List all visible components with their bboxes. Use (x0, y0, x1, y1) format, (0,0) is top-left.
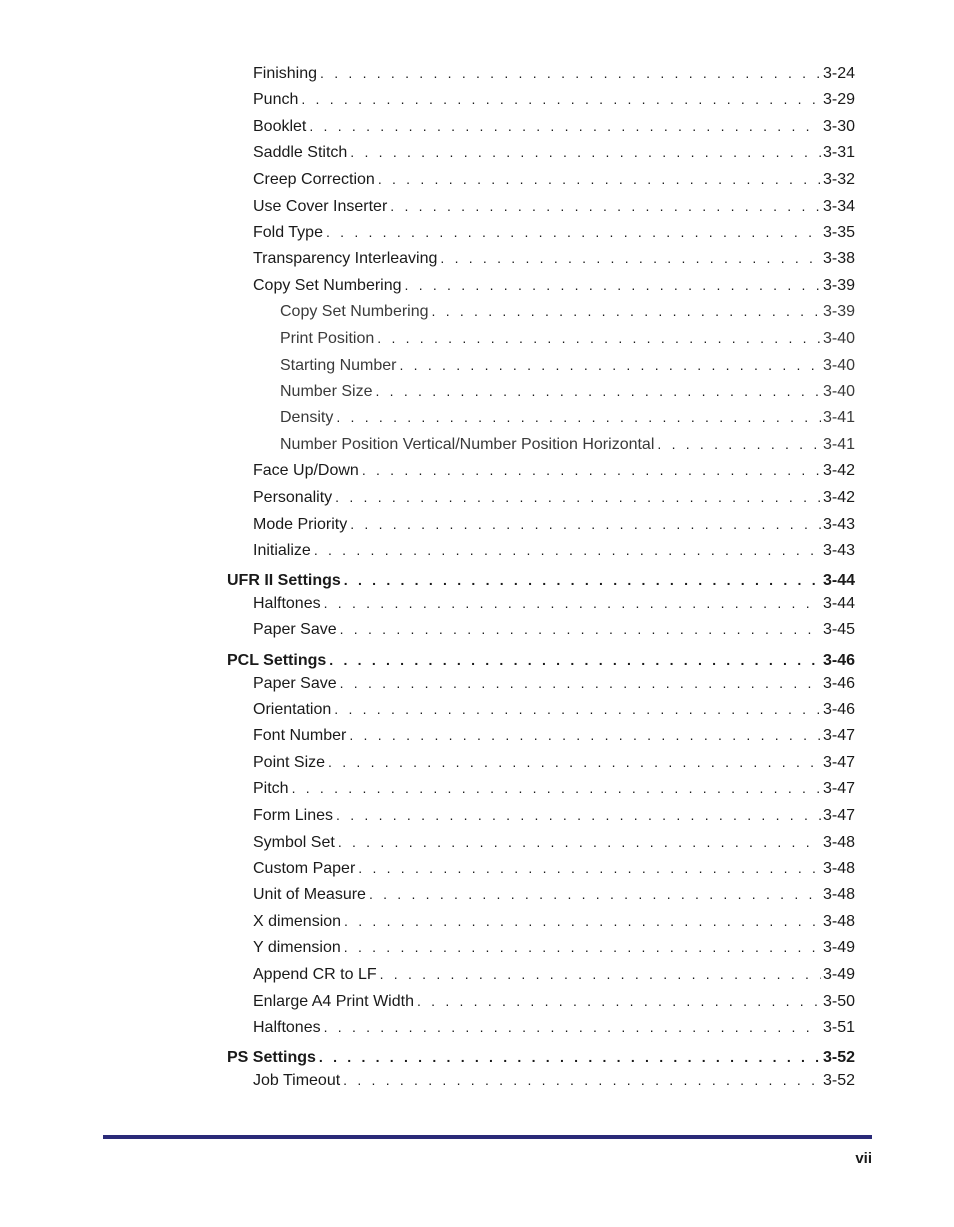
toc-entry-label: Starting Number (280, 355, 400, 376)
toc-entry[interactable] (253, 221, 855, 243)
toc-section-heading[interactable] (227, 1046, 855, 1068)
toc-entry[interactable] (253, 804, 855, 826)
toc-dot-leader (324, 1016, 821, 1038)
toc-dot-leader (350, 141, 821, 163)
toc-entry-page: 3-42 (821, 460, 855, 481)
toc-entry-page: 3-47 (821, 778, 855, 799)
toc-entry-label: Initialize (253, 540, 314, 561)
toc-section-heading[interactable] (227, 649, 855, 671)
toc-entry[interactable] (253, 247, 855, 269)
toc-entry-page: 3-24 (821, 63, 855, 84)
toc-dot-leader (338, 831, 821, 853)
toc-entry-page: 3-31 (821, 142, 855, 163)
toc-entry-page: 3-49 (821, 937, 855, 958)
toc-entry[interactable] (280, 327, 855, 349)
toc-entry[interactable] (253, 672, 855, 694)
toc-entry[interactable] (253, 910, 855, 932)
toc-entry[interactable] (280, 406, 855, 428)
toc-entry-label: Enlarge A4 Print Width (253, 991, 417, 1012)
toc-entry[interactable] (253, 141, 855, 163)
toc-dot-leader (375, 380, 820, 402)
toc-section-heading[interactable] (227, 569, 855, 591)
toc-entry-page: 3-46 (821, 673, 855, 694)
toc-dot-leader (320, 62, 821, 84)
toc-entry-page: 3-52 (821, 1070, 855, 1091)
toc-entry-label: Copy Set Numbering (253, 275, 405, 296)
toc-entry-label: Pitch (253, 778, 292, 799)
toc-dot-leader (358, 857, 821, 879)
toc-entry-page: 3-34 (821, 196, 855, 217)
toc-entry[interactable] (253, 777, 855, 799)
toc-entry-label: Halftones (253, 593, 324, 614)
toc-entry[interactable] (253, 618, 855, 640)
toc-dot-leader (377, 327, 821, 349)
toc-entry[interactable] (253, 1016, 855, 1038)
toc-entry-page: 3-43 (821, 540, 855, 561)
toc-entry[interactable] (253, 274, 855, 296)
toc-entry-page: 3-46 (821, 650, 855, 671)
toc-entry-page: 3-47 (821, 725, 855, 746)
toc-entry-page: 3-49 (821, 964, 855, 985)
toc-entry-label: Symbol Set (253, 832, 338, 853)
toc-entry-page: 3-30 (821, 116, 855, 137)
toc-dot-leader (380, 963, 821, 985)
toc-entry[interactable] (280, 433, 855, 455)
toc-dot-leader (417, 990, 821, 1012)
toc-entry-label: Face Up/Down (253, 460, 362, 481)
toc-entry-label: UFR II Settings (227, 570, 344, 591)
toc-dot-leader (334, 698, 821, 720)
toc-entry-label: Number Position Vertical/Number Position Horizontal (280, 434, 657, 455)
toc-entry-page: 3-48 (821, 858, 855, 879)
toc-entry-label: Job Timeout (253, 1070, 343, 1091)
toc-entry-page: 3-40 (821, 328, 855, 349)
toc-entry-page: 3-48 (821, 884, 855, 905)
toc-entry-label: Density (280, 407, 336, 428)
toc-entry[interactable] (253, 936, 855, 958)
toc-entry-label: Saddle Stitch (253, 142, 350, 163)
toc-dot-leader (362, 459, 821, 481)
toc-dot-leader (324, 592, 821, 614)
toc-dot-leader (340, 672, 821, 694)
toc-dot-leader (326, 221, 821, 243)
toc-entry[interactable] (253, 168, 855, 190)
toc-entry[interactable] (280, 300, 855, 322)
toc-dot-leader (301, 88, 821, 110)
toc-dot-leader (335, 486, 821, 508)
toc-entry[interactable] (253, 831, 855, 853)
toc-entry-label: Unit of Measure (253, 884, 369, 905)
toc-entry-page: 3-43 (821, 514, 855, 535)
toc-dot-leader (292, 777, 821, 799)
toc-entry-label: Punch (253, 89, 301, 110)
toc-entry-label: Y dimension (253, 937, 344, 958)
toc-dot-leader (369, 883, 821, 905)
toc-entry[interactable] (253, 857, 855, 879)
toc-entry-page: 3-40 (821, 355, 855, 376)
toc-dot-leader (344, 910, 821, 932)
toc-entry[interactable] (253, 724, 855, 746)
toc-entry-page: 3-51 (821, 1017, 855, 1038)
toc-entry[interactable] (253, 698, 855, 720)
toc-entry[interactable] (253, 963, 855, 985)
toc-entry[interactable] (253, 539, 855, 561)
toc-entry-label: Personality (253, 487, 335, 508)
toc-dot-leader (350, 513, 821, 535)
toc-entry-label: Print Position (280, 328, 377, 349)
page-number: vii (855, 1150, 872, 1167)
toc-entry-page: 3-47 (821, 752, 855, 773)
toc-entry-page: 3-44 (821, 570, 855, 591)
toc-entry[interactable] (253, 751, 855, 773)
toc-entry-label: Form Lines (253, 805, 336, 826)
toc-dot-leader (309, 115, 821, 137)
toc-dot-leader (390, 195, 821, 217)
toc-entry-label: Use Cover Inserter (253, 196, 390, 217)
toc-entry[interactable] (280, 354, 855, 376)
footer-rule (103, 1135, 872, 1139)
toc-entry[interactable] (253, 62, 855, 84)
toc-dot-leader (405, 274, 821, 296)
toc-entry-page: 3-48 (821, 911, 855, 932)
toc-entry-page: 3-46 (821, 699, 855, 720)
toc-dot-leader (349, 724, 821, 746)
toc-dot-leader (344, 936, 821, 958)
toc-entry-label: Finishing (253, 63, 320, 84)
toc-entry-page: 3-50 (821, 991, 855, 1012)
toc-entry-page: 3-38 (821, 248, 855, 269)
toc-entry-label: Booklet (253, 116, 309, 137)
toc-entry-label: X dimension (253, 911, 344, 932)
toc-entry-page: 3-44 (821, 593, 855, 614)
toc-entry-label: Copy Set Numbering (280, 301, 432, 322)
toc-entry-page: 3-39 (821, 275, 855, 296)
toc-dot-leader (314, 539, 821, 561)
toc-entry-page: 3-39 (821, 301, 855, 322)
toc-entry[interactable] (253, 592, 855, 614)
toc-entry-page: 3-41 (821, 434, 855, 455)
toc-dot-leader (378, 168, 821, 190)
toc-entry-label: Append CR to LF (253, 964, 380, 985)
toc-entry-label: Halftones (253, 1017, 324, 1038)
toc-dot-leader (343, 1069, 821, 1091)
toc-entry-page: 3-35 (821, 222, 855, 243)
toc-entry-page: 3-41 (821, 407, 855, 428)
toc-entry-label: Fold Type (253, 222, 326, 243)
toc-entry-page: 3-52 (821, 1047, 855, 1068)
toc-entry[interactable] (253, 115, 855, 137)
toc-dot-leader (336, 804, 821, 826)
toc-dot-leader (329, 649, 821, 671)
toc-entry-page: 3-42 (821, 487, 855, 508)
toc-entry-label: Mode Priority (253, 514, 350, 535)
toc-entry[interactable] (253, 990, 855, 1012)
toc-dot-leader (400, 354, 821, 376)
toc-entry[interactable] (253, 459, 855, 481)
toc-entry-page: 3-40 (821, 381, 855, 402)
toc-dot-leader (657, 433, 821, 455)
toc-dot-leader (440, 247, 821, 269)
toc-dot-leader (336, 406, 821, 428)
toc-entry-label: Transparency Interleaving (253, 248, 440, 269)
toc-entry-page: 3-32 (821, 169, 855, 190)
toc-dot-leader (432, 300, 821, 322)
toc-entry-page: 3-47 (821, 805, 855, 826)
toc-entry-page: 3-29 (821, 89, 855, 110)
toc-entry[interactable] (280, 380, 855, 402)
toc-entry-page: 3-45 (821, 619, 855, 640)
toc-dot-leader (328, 751, 821, 773)
toc-entry-label: Font Number (253, 725, 349, 746)
toc-entry[interactable] (253, 513, 855, 535)
toc-entry-label: PS Settings (227, 1047, 319, 1068)
toc-entry-label: Paper Save (253, 619, 340, 640)
toc-entry-label: Number Size (280, 381, 375, 402)
toc-dot-leader (340, 618, 821, 640)
toc-entry[interactable] (253, 883, 855, 905)
toc-dot-leader (319, 1046, 821, 1068)
toc-entry-label: Paper Save (253, 673, 340, 694)
toc-entry-label: PCL Settings (227, 650, 329, 671)
toc-entry[interactable] (253, 88, 855, 110)
toc-entry-label: Creep Correction (253, 169, 378, 190)
toc-dot-leader (344, 569, 821, 591)
toc-entry-label: Custom Paper (253, 858, 358, 879)
toc-entry[interactable] (253, 1069, 855, 1091)
toc-entry-page: 3-48 (821, 832, 855, 853)
toc-entry[interactable] (253, 195, 855, 217)
toc-entry-label: Orientation (253, 699, 334, 720)
toc-entry[interactable] (253, 486, 855, 508)
toc-entry-label: Point Size (253, 752, 328, 773)
